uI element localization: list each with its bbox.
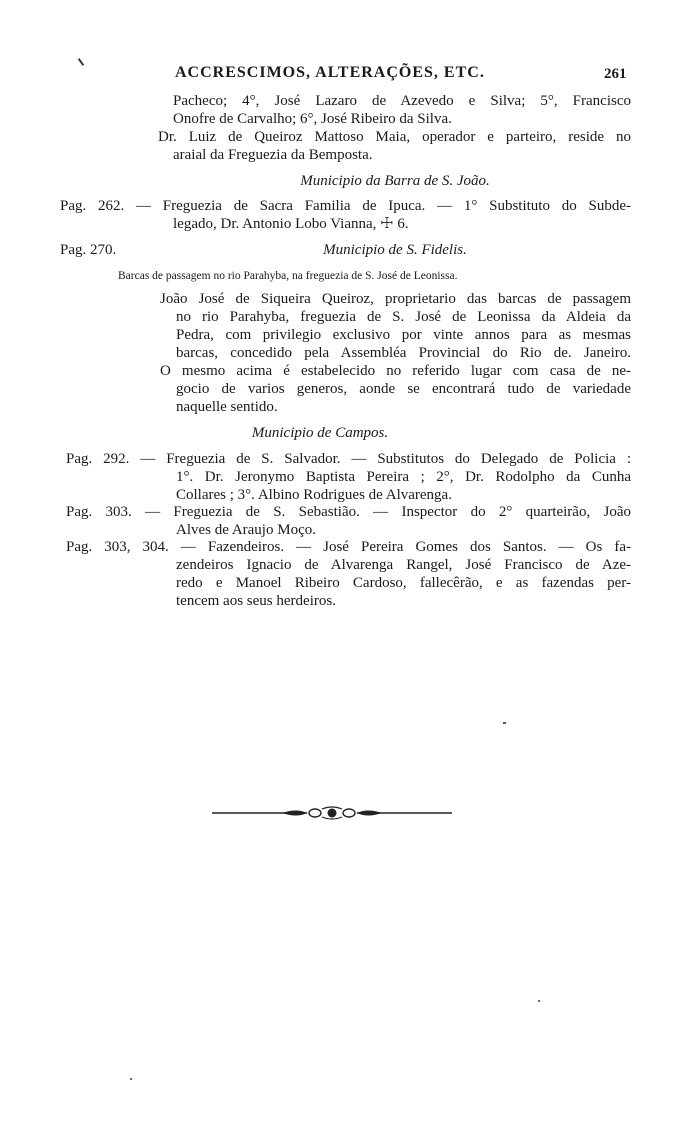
stray-mark bbox=[78, 58, 84, 66]
text-line: gocio de varios generos, aonde se encontrará tudo de variedade bbox=[176, 381, 631, 397]
section-heading: Municipio de S. Fidelis. bbox=[323, 242, 467, 258]
text-line: Pag. 270. bbox=[60, 242, 117, 258]
text-line: Pedra, com privilegio exclusivo por vinte annos para as mesmas bbox=[176, 327, 631, 343]
text-line: legado, Dr. Antonio Lobo Vianna, ☩ 6. bbox=[173, 216, 409, 232]
stray-mark bbox=[503, 722, 506, 724]
text-line: João José de Siqueira Queiroz, proprietario das barcas de passagem bbox=[160, 291, 631, 307]
section-heading: Municipio de Campos. bbox=[251, 425, 389, 441]
text-line: 1°. Dr. Jeronymo Baptista Pereira ; 2°, Dr. Rodolpho da Cunha bbox=[176, 469, 631, 485]
text-line: tencem aos seus herdeiros. bbox=[176, 593, 336, 609]
running-header-title: ACCRESCIMOS, ALTERAÇÕES, ETC. bbox=[175, 64, 485, 81]
stray-mark bbox=[538, 1000, 540, 1002]
stray-mark bbox=[130, 1078, 132, 1080]
text-line: Pag. 292. — Freguezia de S. Salvador. — Substitutos do Delegado de Policia : bbox=[66, 451, 631, 467]
text-line: O mesmo acima é estabelecido no referido lugar com casa de ne- bbox=[160, 363, 631, 379]
text-line: araial da Freguezia da Bemposta. bbox=[173, 147, 373, 163]
text-line: Pag. 262. — Freguezia de Sacra Familia de Ipuca. — 1° Substituto do Subde- bbox=[60, 198, 631, 214]
text-line: Pacheco; 4°, José Lazaro de Azevedo e Silva; 5°, Francisco bbox=[173, 93, 631, 109]
section-heading: Municipio da Barra de S. João. bbox=[300, 173, 490, 189]
text-line: zendeiros Ignacio de Alvarenga Rangel, José Francisco de Aze- bbox=[176, 557, 631, 573]
text-line: Dr. Luiz de Queiroz Mattoso Maia, operador e parteiro, reside no bbox=[158, 129, 631, 145]
text-line: Alves de Araujo Moço. bbox=[176, 522, 316, 538]
text-line: Pag. 303. — Freguezia de S. Sebastião. — Inspector do 2° quarteirão, João bbox=[66, 504, 631, 520]
text-line: naquelle sentido. bbox=[176, 399, 278, 415]
text-line: barcas, concedido pela Assembléa Provincial do Rio de. Janeiro. bbox=[176, 345, 631, 361]
text-line: no rio Parahyba, freguezia de S. José de Leonissa da Aldeia da bbox=[176, 309, 631, 325]
subheading: Barcas de passagem no rio Parahyba, na freguezia de S. José de Leonissa. bbox=[118, 270, 458, 282]
page-number: 261 bbox=[604, 66, 627, 82]
text-line: redo e Manoel Ribeiro Cardoso, fallecêrão, e as fazendas per- bbox=[176, 575, 631, 591]
ornament-divider bbox=[212, 806, 452, 820]
text-line: Onofre de Carvalho; 6°, José Ribeiro da Silva. bbox=[173, 111, 452, 127]
text-line: Collares ; 3°. Albino Rodrigues de Alvarenga. bbox=[176, 487, 452, 503]
text-line: Pag. 303, 304. — Fazendeiros. — José Pereira Gomes dos Santos. — Os fa- bbox=[66, 539, 631, 555]
